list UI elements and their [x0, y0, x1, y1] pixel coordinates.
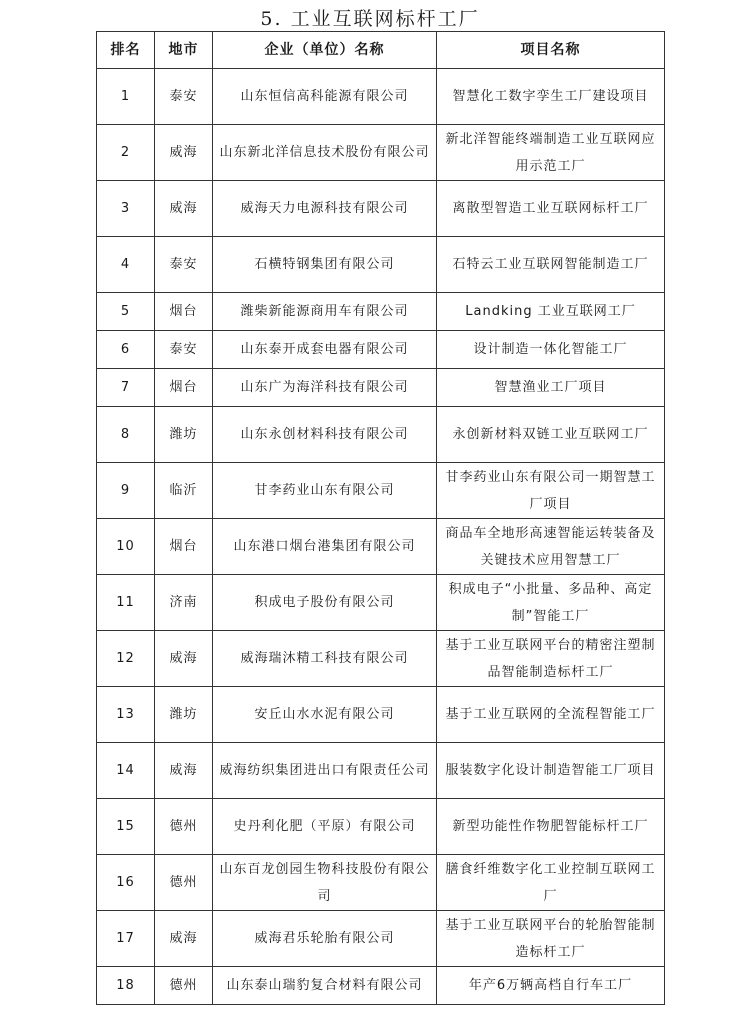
cell-rank: 6: [97, 331, 155, 369]
cell-city: 威海: [155, 911, 213, 967]
cell-company: 甘李药业山东有限公司: [213, 463, 437, 519]
cell-rank: 10: [97, 519, 155, 575]
cell-city: 威海: [155, 631, 213, 687]
header-project: 项目名称: [437, 32, 665, 69]
table-row: [97, 743, 665, 799]
table-row: [97, 911, 665, 967]
cell-rank: 13: [97, 687, 155, 743]
cell-city: 潍坊: [155, 687, 213, 743]
cell-city: 烟台: [155, 519, 213, 575]
cell-company: 威海瑞沐精工科技有限公司: [213, 631, 437, 687]
cell-rank: 11: [97, 575, 155, 631]
cell-city: 泰安: [155, 237, 213, 293]
cell-rank: 5: [97, 293, 155, 331]
cell-rank: 3: [97, 181, 155, 237]
table-row: [97, 369, 665, 407]
cell-project: 基于工业互联网平台的轮胎智能制造标杆工厂: [437, 911, 665, 967]
table-row: [97, 519, 665, 575]
cell-project: Landking 工业互联网工厂: [437, 293, 665, 331]
table-row: [97, 125, 665, 181]
cell-rank: 7: [97, 369, 155, 407]
table-row: [97, 463, 665, 519]
cell-project: 新北洋智能终端制造工业互联网应用示范工厂: [437, 125, 665, 181]
cell-project: 积成电子“小批量、多品种、高定制”智能工厂: [437, 575, 665, 631]
header-rank: 排名: [97, 32, 155, 69]
cell-company: 山东泰开成套电器有限公司: [213, 331, 437, 369]
cell-project: 服装数字化设计制造智能工厂项目: [437, 743, 665, 799]
cell-project: 甘李药业山东有限公司一期智慧工厂项目: [437, 463, 665, 519]
document-title: 5. 工业互联网标杆工厂: [260, 8, 480, 30]
table-row: [97, 799, 665, 855]
cell-company: 威海天力电源科技有限公司: [213, 181, 437, 237]
cell-city: 临沂: [155, 463, 213, 519]
cell-project: 年产6万辆高档自行车工厂: [437, 967, 665, 1005]
cell-project: 永创新材料双链工业互联网工厂: [437, 407, 665, 463]
cell-project: 离散型智造工业互联网标杆工厂: [437, 181, 665, 237]
cell-company: 威海纺织集团进出口有限责任公司: [213, 743, 437, 799]
cell-city: 威海: [155, 125, 213, 181]
cell-city: 烟台: [155, 293, 213, 331]
cell-project: 新型功能性作物肥智能标杆工厂: [437, 799, 665, 855]
table-header-row: [97, 32, 665, 69]
cell-company: 威海君乐轮胎有限公司: [213, 911, 437, 967]
cell-city: 德州: [155, 967, 213, 1005]
cell-rank: 17: [97, 911, 155, 967]
cell-rank: 15: [97, 799, 155, 855]
cell-company: 史丹利化肥（平原）有限公司: [213, 799, 437, 855]
table-body: [97, 69, 665, 1005]
cell-company: 山东永创材料科技有限公司: [213, 407, 437, 463]
table-row: [97, 331, 665, 369]
cell-rank: 2: [97, 125, 155, 181]
cell-company: 石横特钢集团有限公司: [213, 237, 437, 293]
table-row: [97, 69, 665, 125]
cell-company: 山东新北洋信息技术股份有限公司: [213, 125, 437, 181]
cell-rank: 18: [97, 967, 155, 1005]
table-row: [97, 293, 665, 331]
table-row: [97, 687, 665, 743]
cell-project: 设计制造一体化智能工厂: [437, 331, 665, 369]
header-city: 地市: [155, 32, 213, 69]
cell-city: 威海: [155, 181, 213, 237]
cell-project: 基于工业互联网的全流程智能工厂: [437, 687, 665, 743]
table-row: [97, 967, 665, 1005]
cell-project: 商品车全地形高速智能运转装备及关键技术应用智慧工厂: [437, 519, 665, 575]
cell-company: 山东港口烟台港集团有限公司: [213, 519, 437, 575]
cell-project: 智慧渔业工厂项目: [437, 369, 665, 407]
header-company: 企业（单位）名称: [213, 32, 437, 69]
table-row: [97, 631, 665, 687]
cell-rank: 8: [97, 407, 155, 463]
cell-project: 石特云工业互联网智能制造工厂: [437, 237, 665, 293]
cell-company: 山东百龙创园生物科技股份有限公司: [213, 855, 437, 911]
cell-company: 山东广为海洋科技有限公司: [213, 369, 437, 407]
cell-rank: 14: [97, 743, 155, 799]
table-row: [97, 237, 665, 293]
cell-city: 威海: [155, 743, 213, 799]
ranking-table: [96, 31, 665, 1005]
cell-company: 山东恒信高科能源有限公司: [213, 69, 437, 125]
table-row: [97, 407, 665, 463]
cell-rank: 9: [97, 463, 155, 519]
cell-city: 烟台: [155, 369, 213, 407]
cell-city: 潍坊: [155, 407, 213, 463]
cell-city: 德州: [155, 799, 213, 855]
cell-company: 潍柴新能源商用车有限公司: [213, 293, 437, 331]
cell-rank: 4: [97, 237, 155, 293]
table-row: [97, 181, 665, 237]
cell-rank: 12: [97, 631, 155, 687]
cell-rank: 16: [97, 855, 155, 911]
cell-rank: 1: [97, 69, 155, 125]
cell-city: 德州: [155, 855, 213, 911]
cell-city: 泰安: [155, 331, 213, 369]
table-row: [97, 855, 665, 911]
cell-city: 泰安: [155, 69, 213, 125]
cell-company: 山东泰山瑞豹复合材料有限公司: [213, 967, 437, 1005]
cell-company: 安丘山水水泥有限公司: [213, 687, 437, 743]
cell-project: 基于工业互联网平台的精密注塑制品智能制造标杆工厂: [437, 631, 665, 687]
cell-project: 膳食纤维数字化工业控制互联网工厂: [437, 855, 665, 911]
table-row: [97, 575, 665, 631]
cell-project: 智慧化工数字孪生工厂建设项目: [437, 69, 665, 125]
cell-city: 济南: [155, 575, 213, 631]
cell-company: 积成电子股份有限公司: [213, 575, 437, 631]
